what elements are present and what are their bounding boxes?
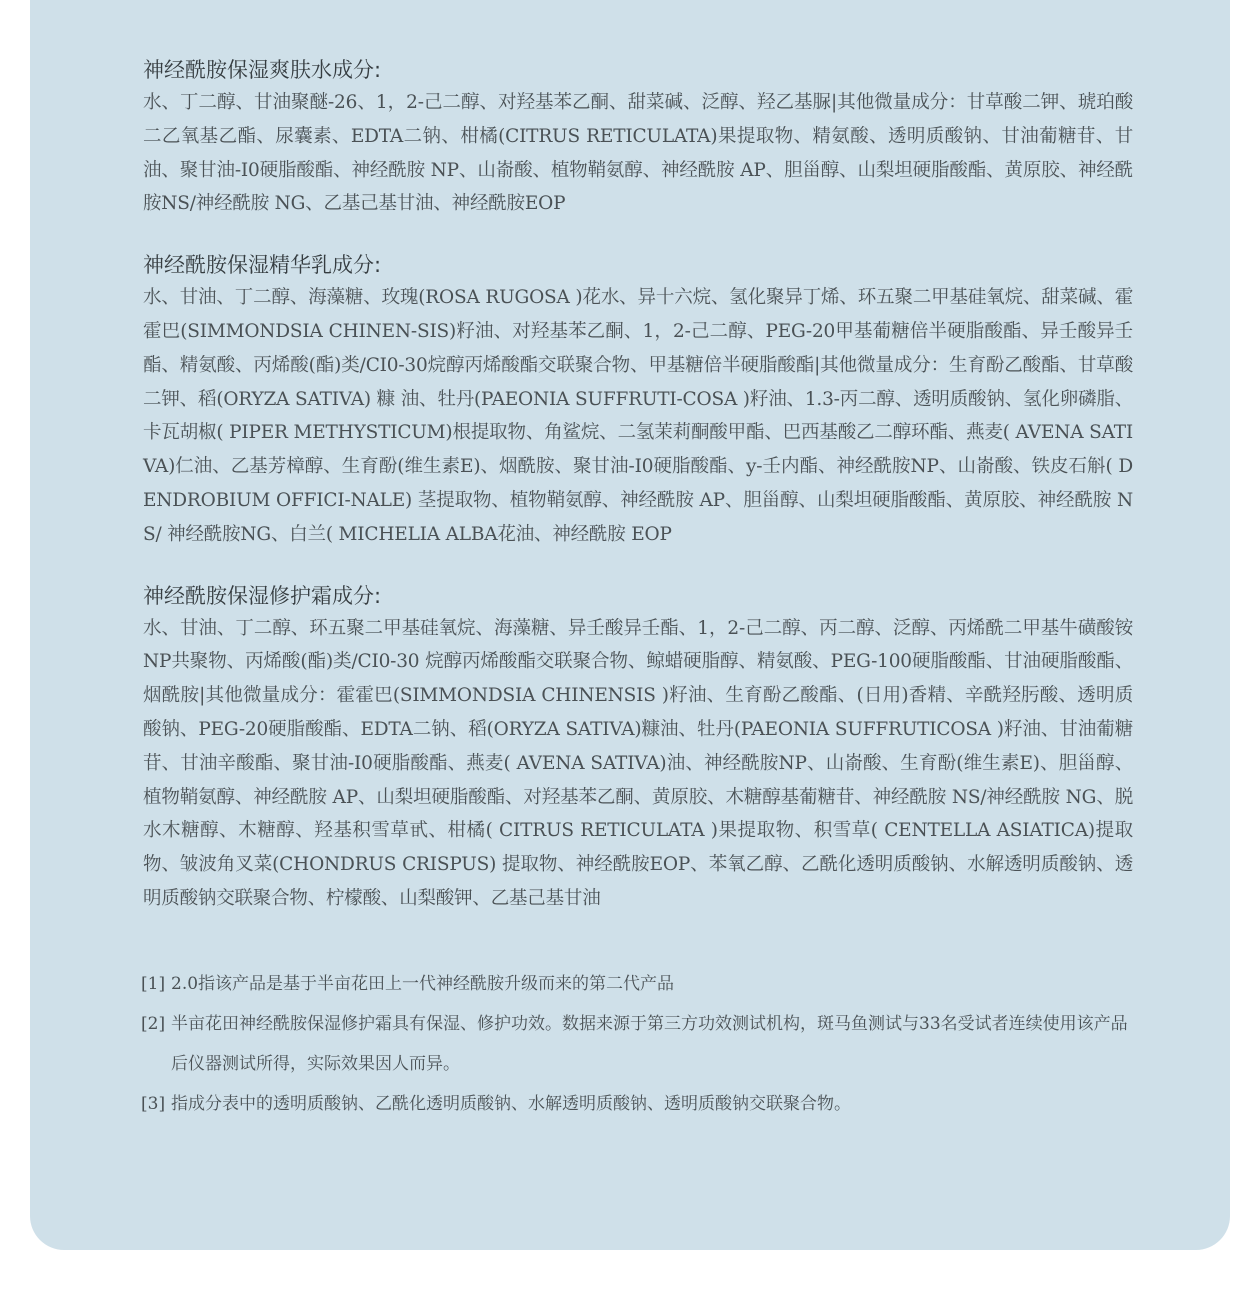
- footnote-text: 指成分表中的透明质酸钠、乙酰化透明质酸钠、水解透明质酸钠、透明质酸钠交联聚合物。: [171, 1093, 851, 1114]
- toner-section: [143, 56, 1133, 221]
- footnote-text: 半亩花田神经酰胺保湿修护霜具有保湿、修护功效。数据来源于第三方功效测试机构，斑马鱼测试与33名受试者连续使用该产品后仪器测试所得，实际效果因人而异。: [171, 1013, 1128, 1074]
- footnote-marker: [3]: [141, 1093, 166, 1114]
- repair-cream-section-title: 神经酰胺保湿修护霜成分:: [143, 583, 382, 608]
- toner-ingredients-list: 水、丁二醇、甘油聚醚-26、1，2-己二醇、对羟基苯乙酮、甜菜碱、泛醇、羟乙基脲|其他微量成分：甘草酸二钾、琥珀酸二乙氧基乙酯、尿囊素、EDTA二钠、柑橘(CITRUS RETICULATA)果提取物、精氨酸、透明质酸钠、甘油葡糖苷、甘油、聚甘油-I0硬脂酸酯、神经酰胺 NP、山嵛酸、植物鞘氨醇、神经酰胺 AP、胆甾醇、山梨坦硬脂酸酯、黄原胶、神经酰胺NS/神经酰胺 NG、乙基己基甘油、神经酰胺EOP: [143, 92, 1133, 215]
- essence-lotion-ingredients-list: 水、甘油、丁二醇、海藻糖、玫瑰(ROSA RUGOSA )花水、异十六烷、氢化聚异丁烯、环五聚二甲基硅氧烷、甜菜碱、霍霍巴(SIMMONDSIA CHINEN-SIS)籽油、对羟基苯乙酮、1，2-己二醇、PEG-20甲基葡糖倍半硬脂酸酯、异壬酸异壬酯、精氨酸、丙烯酸(酯)类/CI0-30烷醇丙烯酸酯交联聚合物、甲基糖倍半硬脂酸酯|其他微量成分：生育酚乙酸酯、甘草酸二钾、稻(ORYZA SATIVA) 糠 油、牡丹(PAEONIA SUFFRUTI-COSA )籽油、1.3-丙二醇、透明质酸钠、氢化卵磷脂、卡瓦胡椒( PIPER METHYSTICUM)根提取物、角鲨烷、二氢茉莉酮酸甲酯、巴西基酸乙二醇环酯、燕麦( AVENA SATIVA)仁油、乙基芳樟醇、生育酚(维生素E)、烟酰胺、聚甘油-I0硬脂酸酯、y-壬内酯、神经酰胺NP、山嵛酸、铁皮石斛( DENDROBIUM OFFICI-NALE) 茎提取物、植物鞘氨醇、神经酰胺 AP、胆甾醇、山梨坦硬脂酸酯、黄原胶、神经酰胺 NS/ 神经酰胺NG、白兰( MICHELIA ALBA花油、神经酰胺 EOP: [143, 287, 1133, 545]
- footnote-text: 2.0指该产品是基于半亩花田上一代神经酰胺升级而来的第二代产品: [171, 973, 675, 994]
- ingredients-content: [143, 56, 1133, 1124]
- repair-cream-section: [143, 582, 1133, 916]
- toner-section-title: 神经酰胺保湿爽肤水成分:: [143, 58, 382, 82]
- footnote-marker: [2]: [141, 1013, 166, 1034]
- footnote-marker: [1]: [141, 973, 166, 994]
- repair-cream-ingredients-list: 水、甘油、丁二醇、环五聚二甲基硅氧烷、海藻糖、异壬酸异壬酯、1，2-己二醇、丙二醇、泛醇、丙烯酰二甲基牛磺酸铵 NP共聚物、丙烯酸(酯)类/CI0-30 烷醇丙烯酸酯交联聚合物、鲸蜡硬脂醇、精氨酸、PEG-100硬脂酸酯、甘油硬脂酸酯、烟酰胺|其他微量成分：霍霍巴(SIMMONDSIA CHINENSIS )籽油、生育酚乙酸酯、(日用)香精、辛酰羟肟酸、透明质酸钠、PEG-20硬脂酸酯、EDTA二钠、稻(ORYZA SATIVA)糠油、牡丹(PAEONIA SUFFRUTICOSA )籽油、甘油葡糖苷、甘油辛酸酯、聚甘油-I0硬脂酸酯、燕麦( AVENA SATIVA)油、神经酰胺NP、山嵛酸、生育酚(维生素E)、胆甾醇、植物鞘氨醇、神经酰胺 AP、山梨坦硬脂酸酯、对羟基苯乙酮、黄原胶、木糖醇基葡糖苷、神经酰胺 NS/神经酰胺 NG、脱水木糖醇、木糖醇、羟基积雪草甙、柑橘( CITRUS RETICULATA )果提取物、积雪草( CENTELLA ASIATICA)提取物、皱波角叉菜(CHONDRUS CRISPUS) 提取物、神经酰胺EOP、苯氧乙醇、乙酰化透明质酸钠、水解透明质酸钠、透明质酸钠交联聚合物、柠檬酸、山梨酸钾、乙基己基甘油: [143, 617, 1133, 909]
- essence-lotion-section-title: 神经酰胺保湿精华乳成分:: [143, 253, 382, 278]
- footnotes: [143, 964, 1133, 1124]
- footnote: [143, 964, 1133, 1004]
- footnote: [143, 1004, 1133, 1084]
- footnote: [143, 1084, 1133, 1124]
- essence-lotion-section: [143, 251, 1133, 551]
